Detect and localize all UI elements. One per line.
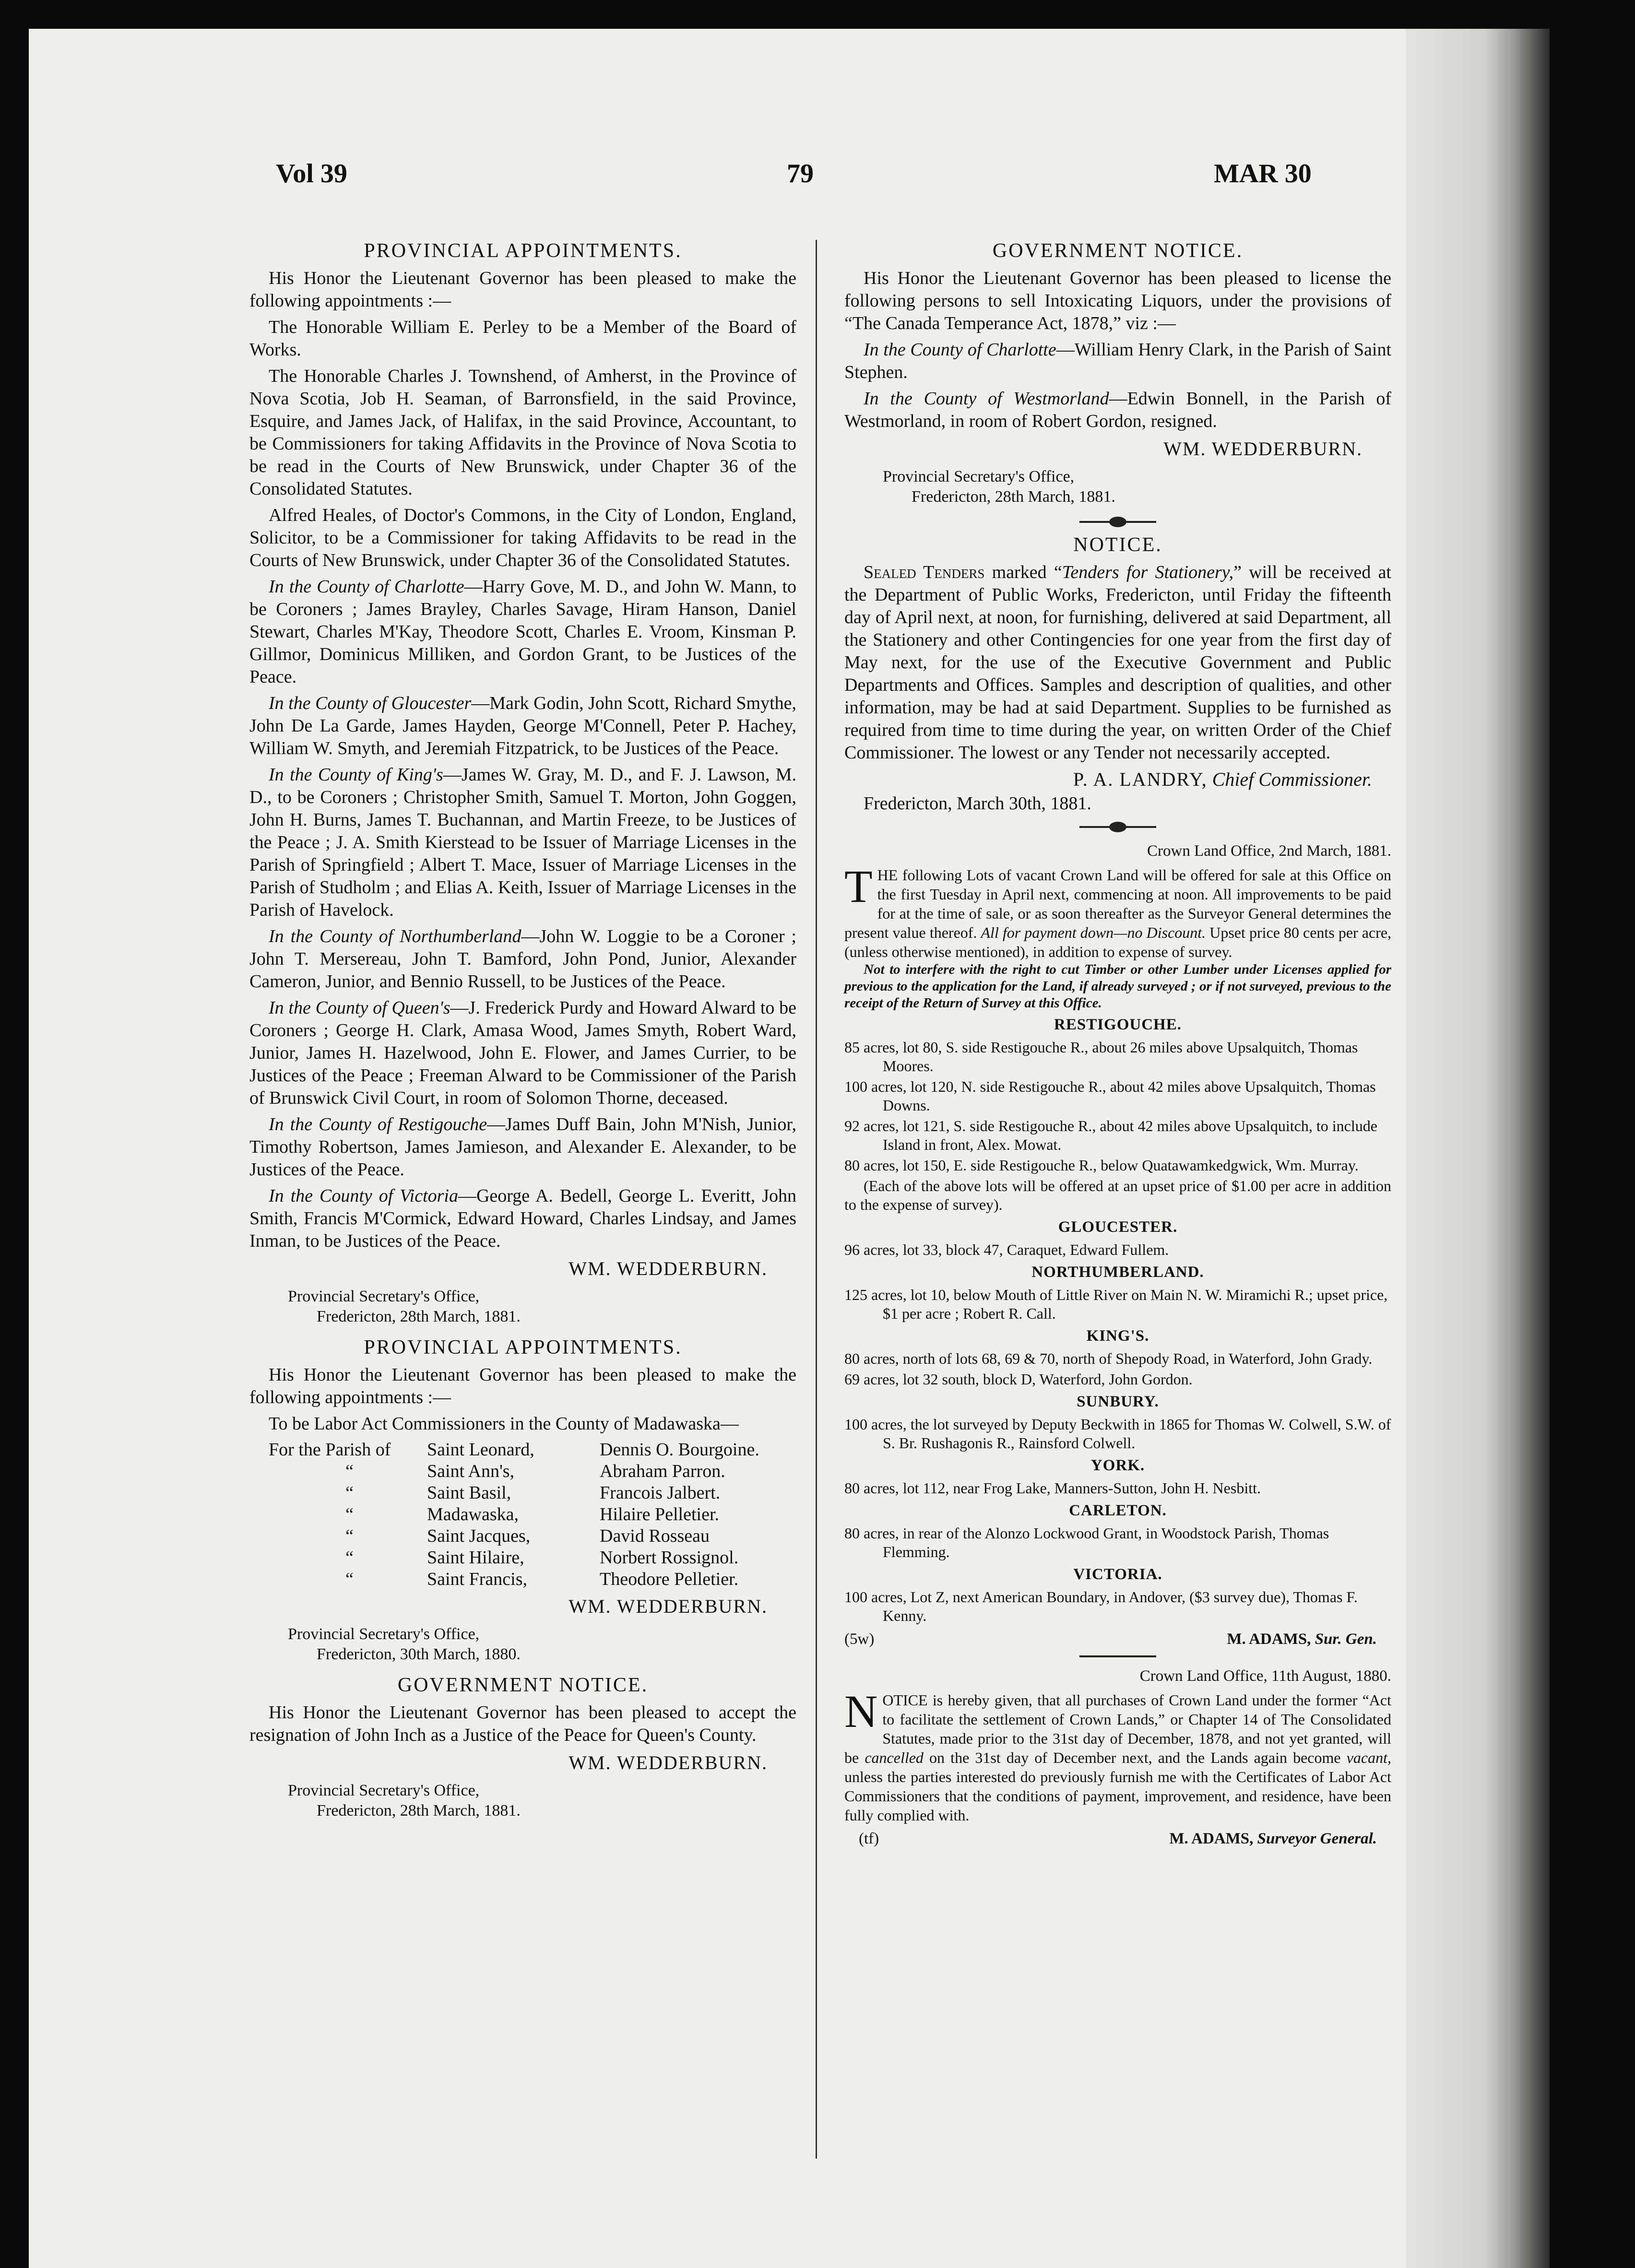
paragraph: His Honor the Lieutenant Governor has been pleased to accept the resignation of John Inch as a Justice of the Peace for Queen's County.	[249, 1702, 796, 1745]
table-row	[249, 1439, 759, 1461]
county-text: —William Henry Clark, in the Parish of Saint Stephen.	[844, 340, 1392, 382]
note: Not to interfere with the right to cut Timber or other Lumber under Licenses applied for previous to the application for the Land, if already surveyed ; or if not surveyed, previous to the receipt of the Return of Survey at this Office.	[844, 962, 1391, 1011]
signature-title: Surveyor General.	[1257, 1830, 1377, 1847]
parish-prefix: “	[345, 1483, 354, 1503]
commissioner-name: Francois Jalbert.	[600, 1483, 721, 1503]
county-name: In the County of Charlotte	[864, 340, 1056, 360]
lot-entry: 100 acres, the lot surveyed by Deputy Beckwith in 1865 for Thomas W. Colwell, S.W. of S. Br. Rushagonis R., Rainsford Colwell.	[844, 1416, 1391, 1452]
insertion-code: (5w)	[844, 1630, 875, 1648]
lot-entry: 85 acres, lot 80, S. side Restigouche R., about 26 miles above Upsalquitch, Thomas Moores.	[844, 1039, 1358, 1075]
county-text: —George A. Bedell, George L. Everitt, John Smith, Francis M'Cormick, Edward Howard, Charles Lindsay, and James Inman, to be Justices of the Peace.	[249, 1186, 796, 1251]
parish-name: Saint Basil,	[427, 1483, 511, 1503]
section-heading: PROVINCIAL APPOINTMENTS.	[364, 240, 682, 262]
county-text: —James W. Gray, M. D., and F. J. Lawson, M. D., to be Coroners ; Christopher Smith, Samuel T. Morton, John Goggen, John H. Burns, James T. Buchannan, and Martin Freeze, to be Justices of the Peace ; J. A. Smith Kierstead to be Issuer of Marriage Licenses in the Parish of Springfield ; Albert T. Mace, Issuer of Marriage Licenses in the Parish of Studholm ; and Elias A. Keith, Issuer of Marriage Licenses in the Parish of Havelock.	[249, 765, 796, 920]
parish-prefix: “	[345, 1547, 354, 1568]
emphasis: cancelled	[865, 1749, 924, 1766]
signature: WM. WEDDERBURN.	[569, 1258, 768, 1279]
signature-name: M. ADAMS,	[1169, 1830, 1254, 1847]
parish-name: Saint Ann's,	[427, 1461, 515, 1481]
government-notice-resignation	[249, 1674, 796, 1821]
lot-entry: 80 acres, lot 150, E. side Restigouche R., below Quatawamkedgwick, Wm. Murray.	[844, 1157, 1359, 1174]
signature	[844, 768, 1372, 791]
dateline: Crown Land Office, 11th August, 1880.	[1139, 1667, 1391, 1685]
office-name: Provincial Secretary's Office,	[288, 1288, 480, 1305]
section-heading: PROVINCIAL APPOINTMENTS.	[364, 1336, 682, 1358]
county-paragraph	[249, 692, 796, 760]
paragraph: To be Labor Act Commissioners in the County of Madawaska—	[269, 1414, 739, 1434]
place-date: Fredericton, March 30th, 1881.	[864, 793, 1091, 814]
paragraph: The Honorable Charles J. Townshend, of Amherst, in the Province of Nova Scotia, Job H. Seaman, of Barronsfield, in the said Province, Esquire, and James Jack, of Halifax, in the said Province, Accountant, to be Commissioners for taking Affidavits in the Province of Nova Scotia to be read in the Courts of New Brunswick, under Chapter 36 of the Consolidated Statutes.	[249, 366, 796, 499]
crown-land-sale	[844, 840, 1391, 1651]
parish-prefix: “	[345, 1526, 354, 1546]
lot-entry: 80 acres, in rear of the Alonzo Lockwood Grant, in Woodstock Parish, Thomas Flemming.	[844, 1524, 1329, 1560]
office-block	[883, 467, 1391, 507]
county-text: —J. Frederick Purdy and Howard Alward to be Coroners ; George H. Clark, Amasa Wood, James Smyth, Robert Ward, Junior, James H. Hazelwood, John E. Flower, and James Currier, to be Justices of the Peace ; Freeman Alward to be Commissioner of the Parish of Brunswick Civil Court, in room of Solomon Thorne, deceased.	[249, 998, 796, 1108]
government-notice-liquor	[844, 240, 1391, 507]
lead-paragraph	[844, 861, 1392, 961]
paragraph: Alfred Heales, of Doctor's Commons, in the City of London, England, Solicitor, to be a Commissioner for taking Affidavits to be read in the Courts of New Brunswick, under Chapter 36 of the Consolidated Statutes.	[249, 505, 796, 570]
body-text: OTICE is hereby given, that all purchases of Crown Land under the former “Act to facilitate the settlement of Crown Lands,” or Chapter 14 of The Consolidated Statutes, made prior to the 31st day of December, 1878, and not yet granted, will be	[844, 1691, 1391, 1766]
section-heading: NOTICE.	[1073, 534, 1162, 556]
table-row	[249, 1525, 759, 1547]
county-heading: SUNBURY.	[1077, 1393, 1159, 1410]
body-text: on the 31st day of December next, and the Lands again become	[923, 1749, 1347, 1766]
commissioner-name: Dennis O. Bourgoine.	[600, 1440, 759, 1460]
office-block	[288, 1624, 796, 1665]
lot-entry: 80 acres, north of lots 68, 69 & 70, north of Shepody Road, in Waterford, John Grady.	[844, 1350, 1373, 1367]
county-paragraph	[249, 764, 796, 921]
county-name: In the County of Northumberland	[269, 926, 521, 946]
lead-paragraph	[844, 1686, 1391, 1825]
office-name: Provincial Secretary's Office,	[288, 1782, 480, 1799]
lot-entry: 100 acres, lot 120, N. side Restigouche R., about 42 miles above Upsalquitch, Thomas Downs.	[844, 1078, 1376, 1114]
office-name: Provincial Secretary's Office,	[288, 1625, 480, 1643]
provincial-appointments-2	[249, 1336, 796, 1665]
gazette-page	[29, 29, 1550, 2268]
paragraph: His Honor the Lieutenant Governor has been pleased to make the following appointments :—	[249, 268, 796, 311]
signature-title: Sur. Gen.	[1315, 1630, 1377, 1648]
county-name: In the County of Queen's	[269, 998, 450, 1018]
short-rule	[1079, 1655, 1156, 1657]
county-name: In the County of Westmorland	[864, 389, 1109, 409]
provincial-appointments-1	[249, 240, 796, 1327]
crown-land-cancellation	[844, 1665, 1391, 1850]
page-header	[249, 158, 1377, 216]
county-paragraph	[844, 388, 1391, 433]
ornamental-divider	[1079, 822, 1156, 832]
emphasis: All for payment down—no Discount.	[981, 924, 1206, 941]
office-date: Fredericton, 28th March, 1881.	[317, 1308, 521, 1325]
county-text: —James Duff Bain, John M'Nish, Junior, Timothy Robertson, James Jamieson, and Alexander E. Alexander, to be Justices of the Peace.	[249, 1114, 797, 1180]
lot-entry: 69 acres, lot 32 south, block D, Waterford, John Gordon.	[844, 1370, 1193, 1388]
tender-title: Tenders for Stationery,	[1062, 562, 1234, 582]
parish-prefix: “	[345, 1569, 354, 1589]
lead-words: Sealed Tenders	[864, 562, 985, 582]
county-heading: NORTHUMBERLAND.	[1031, 1264, 1204, 1281]
page-number: 79	[787, 159, 814, 189]
parish-name: Saint Jacques,	[427, 1526, 531, 1546]
ornamental-divider	[1079, 517, 1156, 527]
parish-prefix: For the Parish of	[269, 1440, 391, 1460]
body-text: unless the parties interested do previously furnish me with the Certificates of Labor Act Commissioners that the conditions of payment, improvement, and residence, have been fully complied with.	[844, 1768, 1391, 1824]
column-rule	[816, 240, 817, 2159]
lot-entry: 92 acres, lot 121, S. side Restigouche R., about 42 miles above Upsalquitch, to include Island in front, Alex. Mowat.	[844, 1117, 1377, 1153]
page-edge-shadow	[1406, 29, 1550, 2268]
county-name: In the County of Victoria	[269, 1186, 458, 1206]
paragraph: His Honor the Lieutenant Governor has been pleased to make the following appointments :—	[249, 1365, 796, 1407]
county-paragraph	[249, 576, 796, 688]
county-name: In the County of Gloucester	[269, 693, 472, 713]
county-paragraph	[844, 339, 1391, 384]
county-heading: VICTORIA.	[1073, 1566, 1162, 1583]
signature-name: M. ADAMS,	[1227, 1630, 1311, 1648]
right-column	[844, 240, 1391, 1850]
signature	[1227, 1628, 1391, 1651]
office-date: Fredericton, 30th March, 1880.	[317, 1645, 521, 1663]
parish-name: Saint Leonard,	[427, 1440, 534, 1460]
tender-notice	[844, 534, 1391, 815]
lot-entry: 100 acres, Lot Z, next American Boundary, in Andover, ($3 survey due), Thomas F. Kenny.	[844, 1588, 1358, 1624]
table-row	[249, 1461, 759, 1482]
county-paragraph	[249, 1113, 796, 1181]
county-text: —Mark Godin, John Scott, Richard Smythe, John De La Garde, James Hayden, George M'Connell, Peter P. Hachey, William W. Smyth, and Jeremiah Fitzpatrick, to be Justices of the Peace.	[249, 693, 796, 758]
county-heading: KING'S.	[1086, 1327, 1149, 1345]
county-text: —Harry Gove, M. D., and John W. Mann, to be Coroners ; James Brayley, Charles Savage, Hiram Hanson, Daniel Stewart, Charles M'Kay, Theodore Scott, Charles E. Vroom, Kinsman P. Gillmor, Dominicus Milliken, and Gordon Grant, to be Justices of the Peace.	[249, 577, 797, 687]
lot-entry: 125 acres, lot 10, below Mouth of Little River on Main N. W. Miramichi R.; upset price, $1 per acre ; Robert R. Call.	[844, 1286, 1388, 1322]
parish-prefix: “	[345, 1504, 354, 1524]
body-text: Upset price 80 cents per acre, (unless otherwise mentioned), in addition to expense of survey.	[844, 924, 1392, 960]
commissioner-name: David Rosseau	[600, 1526, 710, 1546]
emphasis: vacant,	[1346, 1749, 1391, 1766]
county-paragraph	[249, 1185, 796, 1252]
issue-date: MAR 30	[1214, 159, 1312, 189]
body-text: HE following Lots of vacant Crown Land will be offered for sale at this Office on the first Tuesday in April next, commencing at noon. All improvements to be paid for at the time of sale, or as soon thereafter as the Surveyor General determines the present value thereof.	[844, 866, 1391, 941]
section-heading: GOVERNMENT NOTICE.	[992, 240, 1244, 262]
lot-note: (Each of the above lots will be offered at an upset price of $1.00 per acre in addition to the expense of survey).	[844, 1177, 1391, 1213]
signature: WM. WEDDERBURN.	[1163, 438, 1362, 460]
drop-cap: T	[844, 861, 873, 912]
marked-text: marked “	[984, 562, 1062, 582]
county-text: —John W. Loggie to be a Coroner ; John T. Mersereau, John T. Bamford, John Pond, Junior, Alexander Cameron, Junior, and Bennio Russell, to be Justices of the Peace.	[249, 926, 796, 992]
commissioner-name: Norbert Rossignol.	[600, 1547, 739, 1568]
paragraph: The Honorable William E. Perley to be a Member of the Board of Works.	[249, 317, 796, 360]
county-name: In the County of Restigouche	[269, 1114, 487, 1134]
table-row	[249, 1504, 759, 1525]
lot-entry: 80 acres, lot 112, near Frog Lake, Manners-Sutton, John H. Nesbitt.	[844, 1479, 1261, 1497]
insertion-code: (tf)	[859, 1830, 879, 1847]
county-name: In the County of King's	[269, 765, 443, 785]
office-date: Fredericton, 28th March, 1881.	[317, 1802, 521, 1819]
signature: WM. WEDDERBURN.	[569, 1752, 768, 1773]
parish-name: Saint Hilaire,	[427, 1547, 524, 1568]
page-content	[249, 240, 1401, 2207]
volume-label: Vol 39	[276, 159, 347, 189]
county-paragraph	[249, 925, 796, 993]
office-block	[288, 1287, 796, 1327]
signature: WM. WEDDERBURN.	[569, 1595, 768, 1617]
county-name: In the County of Charlotte	[269, 577, 464, 597]
parish-table	[249, 1439, 759, 1590]
table-row	[249, 1547, 759, 1569]
paragraph: His Honor the Lieutenant Governor has been pleased to license the following persons to sell Intoxicating Liquors, under the provisions of “The Canada Temperance Act, 1878,” viz :—	[844, 268, 1391, 333]
notice-signature	[844, 1628, 1391, 1651]
county-heading: RESTIGOUCHE.	[1054, 1016, 1182, 1033]
office-date: Fredericton, 28th March, 1881.	[912, 488, 1115, 506]
office-block	[288, 1781, 796, 1821]
commissioner-name: Hilaire Pelletier.	[600, 1504, 720, 1524]
county-text: —Edwin Bonnell, in the Parish of Westmorland, in room of Robert Gordon, resigned.	[844, 389, 1391, 431]
parish-prefix: “	[345, 1461, 354, 1481]
county-heading: CARLETON.	[1069, 1502, 1167, 1519]
paragraph	[844, 561, 1391, 764]
signature-title: Chief Commissioner.	[1212, 768, 1372, 790]
table-row	[249, 1569, 759, 1590]
notice-signature	[844, 1828, 1391, 1850]
left-column	[249, 240, 796, 1831]
county-heading: GLOUCESTER.	[1058, 1218, 1178, 1236]
commissioner-name: Theodore Pelletier.	[600, 1569, 739, 1589]
county-paragraph	[249, 997, 796, 1110]
table-row	[249, 1482, 759, 1504]
drop-cap: N	[844, 1686, 878, 1737]
lot-entry: 96 acres, lot 33, block 47, Caraquet, Edward Fullem.	[844, 1241, 1169, 1258]
parish-name: Saint Francis,	[427, 1569, 527, 1589]
county-heading: YORK.	[1090, 1457, 1145, 1474]
body-text: ” will be received at the Department of Public Works, Fredericton, until Friday the fifteenth day of April next, at noon, for furnishing, delivered at said Department, all the Stationery and other Contingencies for one year from the first day of May next, for the use of the Executive Government and Public Departments and Offices. Samples and description of qualities, and other information, may be had at said Department. Supplies to be furnished as required from time to time during the year, on written Order of the Chief Commissioner. The lowest or any Tender not necessarily accepted.	[844, 562, 1391, 763]
section-heading: GOVERNMENT NOTICE.	[397, 1674, 649, 1696]
office-name: Provincial Secretary's Office,	[883, 468, 1075, 485]
commissioner-name: Abraham Parron.	[600, 1461, 725, 1481]
dateline: Crown Land Office, 2nd March, 1881.	[1147, 842, 1391, 860]
parish-name: Madawaska,	[427, 1504, 519, 1524]
signature-name: P. A. LANDRY,	[1073, 768, 1208, 790]
signature	[1169, 1828, 1391, 1850]
